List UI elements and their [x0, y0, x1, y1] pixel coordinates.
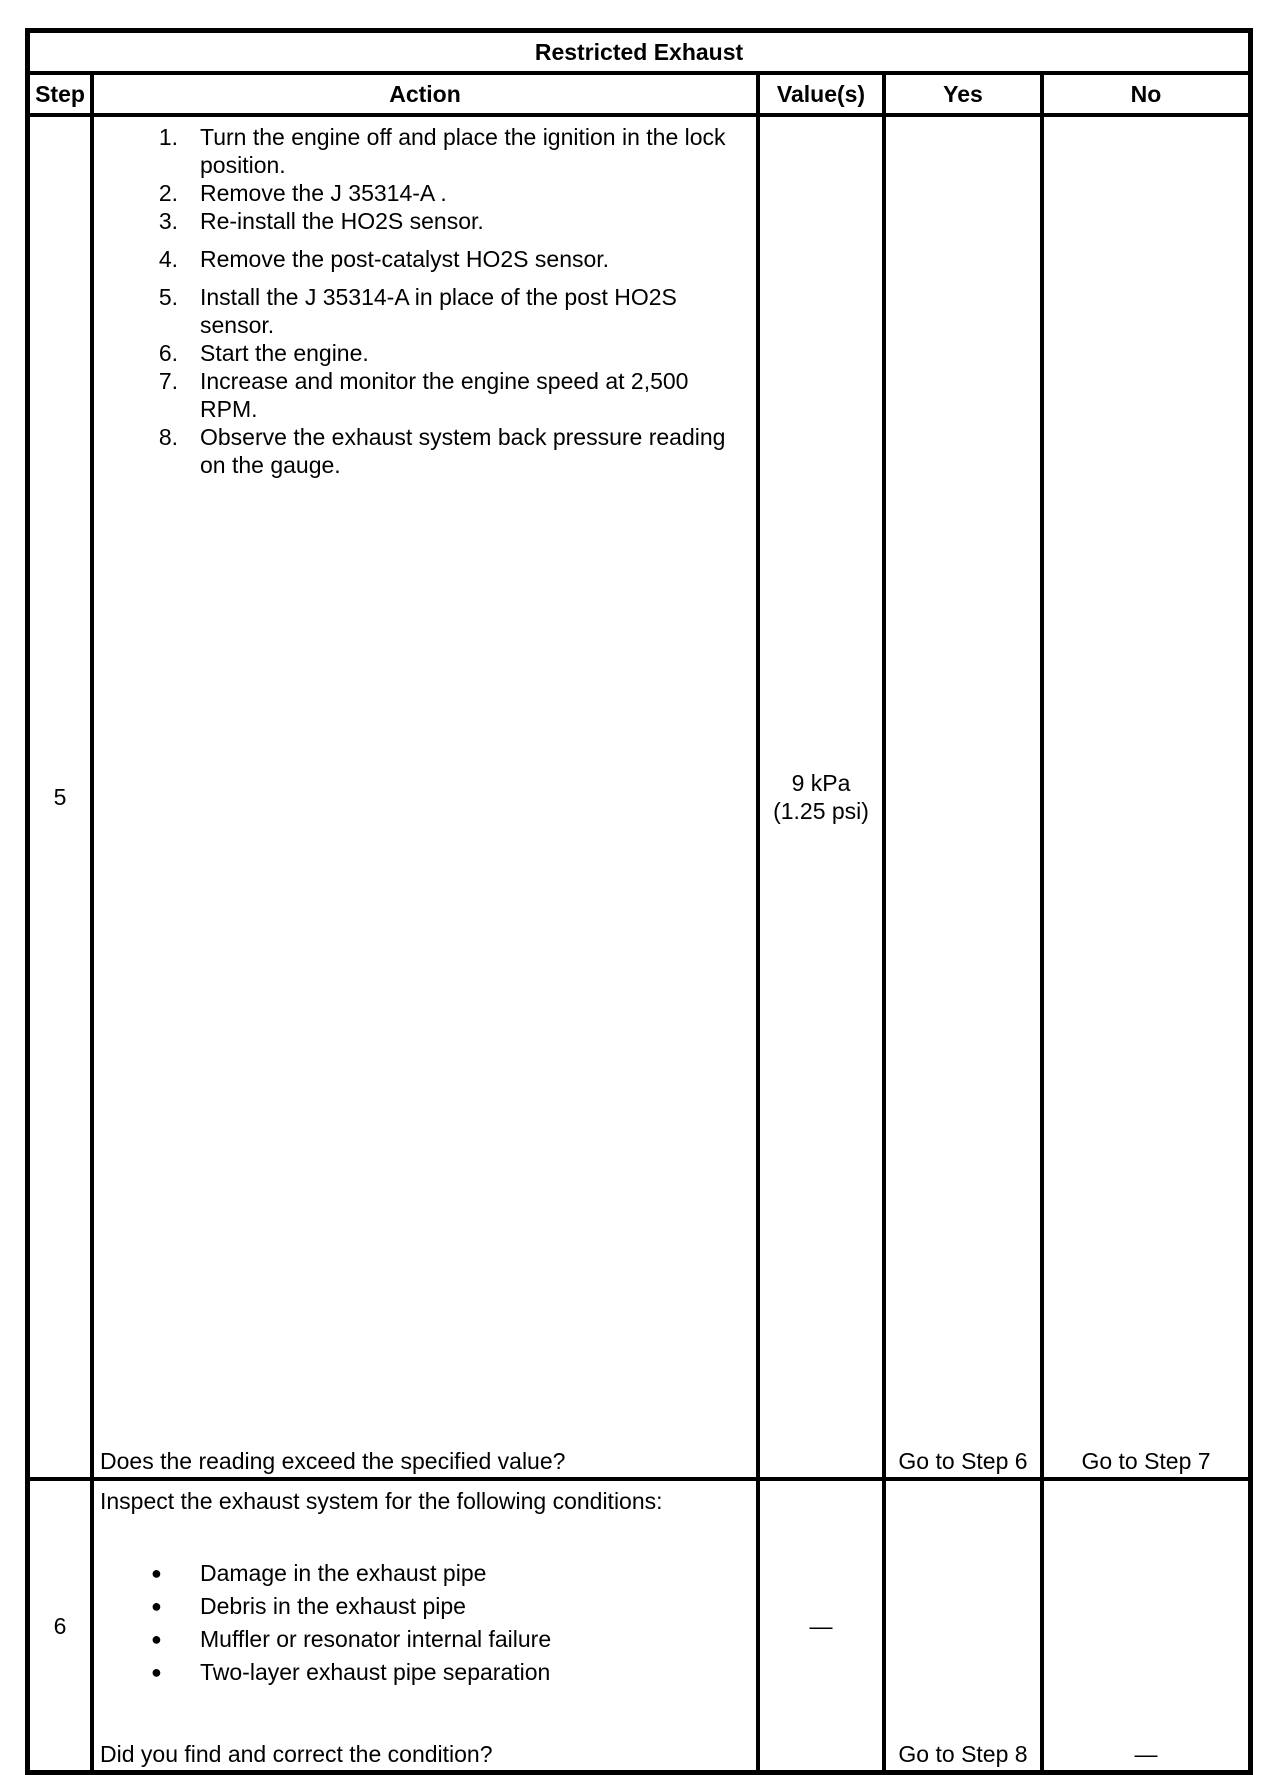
list-item: 8. Observe the exhaust system back pressure reading on the gauge.	[158, 424, 726, 478]
restricted-exhaust-table	[25, 28, 1253, 1775]
yes-cell: Go to Step 6	[884, 115, 1042, 1479]
bullet-icon: ●	[151, 1563, 162, 1583]
header-step: Step	[28, 73, 92, 115]
step-question: Does the reading exceed the specified value?	[100, 1448, 566, 1474]
restricted-exhaust-table-frame	[25, 28, 1247, 1767]
no-cell: Go to Step 7	[1042, 115, 1250, 1479]
list-item: ● Two-layer exhaust pipe separation	[100, 1656, 750, 1689]
list-item: 3. Re-install the HO2S sensor.	[158, 208, 484, 234]
table-row-step-5	[28, 115, 1250, 1479]
list-item: 7. Increase and monitor the engine speed at 2,500 RPM.	[158, 368, 689, 422]
list-item: 2. Remove the J 35314-A .	[158, 180, 447, 206]
header-action: Action	[92, 73, 758, 115]
list-item: 4. Remove the post-catalyst HO2S sensor.	[158, 246, 610, 272]
no-cell: —	[1042, 1479, 1250, 1772]
step-number: 5	[28, 115, 92, 1479]
action-cell	[92, 1479, 758, 1772]
list-item: 1. Turn the engine off and place the ignition in the lock position.	[158, 124, 726, 178]
yes-cell: Go to Step 8	[884, 1479, 1042, 1772]
header-values: Value(s)	[758, 73, 884, 115]
step-number: 6	[28, 1479, 92, 1772]
value-cell	[758, 115, 884, 1479]
table-title: Restricted Exhaust	[28, 31, 1250, 73]
step-question: Did you find and correct the condition?	[100, 1741, 493, 1767]
step-intro: Inspect the exhaust system for the following conditions:	[100, 1488, 663, 1514]
list-item: ● Debris in the exhaust pipe	[100, 1590, 750, 1623]
bullet-icon: ●	[151, 1629, 162, 1649]
value-kpa: 9 kPa	[791, 770, 851, 796]
bullet-icon: ●	[151, 1596, 162, 1616]
list-item: ● Muffler or resonator internal failure	[100, 1623, 750, 1656]
conditions-list	[100, 1557, 750, 1689]
header-yes: Yes	[884, 73, 1042, 115]
table-row-step-6	[28, 1479, 1250, 1772]
value-psi: (1.25 psi)	[773, 798, 869, 824]
action-steps-list	[100, 123, 750, 479]
action-cell	[92, 115, 758, 1479]
bullet-icon: ●	[151, 1662, 162, 1682]
value-cell: —	[758, 1479, 884, 1772]
list-item: ● Damage in the exhaust pipe	[100, 1557, 750, 1590]
list-item: 6. Start the engine.	[158, 340, 369, 366]
header-no: No	[1042, 73, 1250, 115]
list-item: 5. Install the J 35314-A in place of the post HO2S sensor.	[158, 284, 677, 338]
